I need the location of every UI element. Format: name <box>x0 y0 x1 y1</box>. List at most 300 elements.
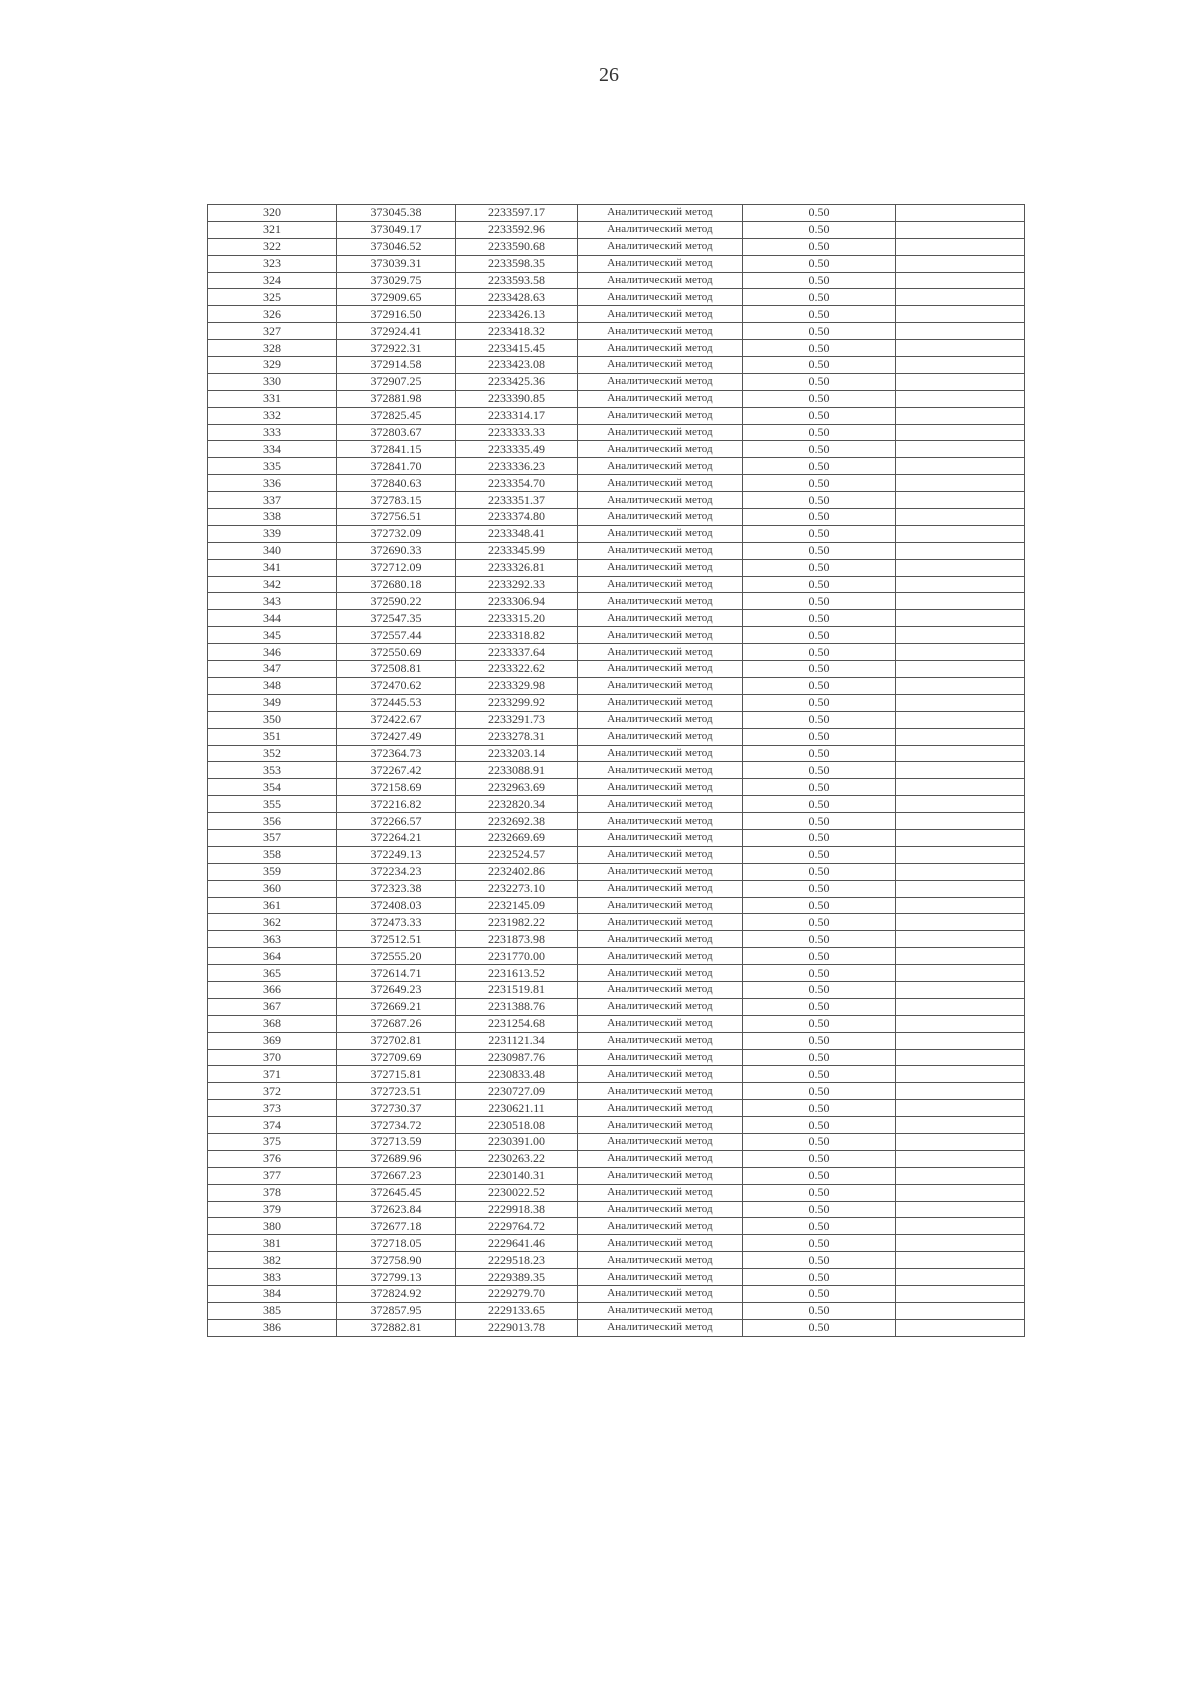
error-cell: 0.50 <box>743 880 896 897</box>
x-coordinate-cell: 372216.82 <box>337 796 456 813</box>
error-cell: 0.50 <box>743 829 896 846</box>
note-cell <box>896 931 1025 948</box>
method-cell: Аналитический метод <box>578 1302 743 1319</box>
y-coordinate-cell: 2231770.00 <box>456 948 578 965</box>
x-coordinate-cell: 372677.18 <box>337 1218 456 1235</box>
error-cell: 0.50 <box>743 1133 896 1150</box>
point-number-cell: 341 <box>208 559 337 576</box>
method-cell: Аналитический метод <box>578 1100 743 1117</box>
method-cell: Аналитический метод <box>578 694 743 711</box>
y-coordinate-cell: 2231121.34 <box>456 1032 578 1049</box>
note-cell <box>896 475 1025 492</box>
error-cell: 0.50 <box>743 205 896 222</box>
error-cell: 0.50 <box>743 1252 896 1269</box>
y-coordinate-cell: 2233292.33 <box>456 576 578 593</box>
note-cell <box>896 559 1025 576</box>
point-number-cell: 337 <box>208 492 337 509</box>
error-cell: 0.50 <box>743 357 896 374</box>
note-cell <box>896 306 1025 323</box>
y-coordinate-cell: 2233354.70 <box>456 475 578 492</box>
point-number-cell: 335 <box>208 458 337 475</box>
error-cell: 0.50 <box>743 1167 896 1184</box>
table-row <box>208 289 1025 306</box>
point-number-cell: 357 <box>208 829 337 846</box>
table-row <box>208 340 1025 357</box>
note-cell <box>896 863 1025 880</box>
y-coordinate-cell: 2233203.14 <box>456 745 578 762</box>
y-coordinate-cell: 2230022.52 <box>456 1184 578 1201</box>
point-number-cell: 358 <box>208 846 337 863</box>
note-cell <box>896 238 1025 255</box>
x-coordinate-cell: 372702.81 <box>337 1032 456 1049</box>
y-coordinate-cell: 2233326.81 <box>456 559 578 576</box>
point-number-cell: 378 <box>208 1184 337 1201</box>
point-number-cell: 382 <box>208 1252 337 1269</box>
y-coordinate-cell: 2232273.10 <box>456 880 578 897</box>
note-cell <box>896 1184 1025 1201</box>
note-cell <box>896 593 1025 610</box>
error-cell: 0.50 <box>743 897 896 914</box>
table-row <box>208 711 1025 728</box>
y-coordinate-cell: 2233428.63 <box>456 289 578 306</box>
error-cell: 0.50 <box>743 509 896 526</box>
point-number-cell: 321 <box>208 221 337 238</box>
y-coordinate-cell: 2230987.76 <box>456 1049 578 1066</box>
y-coordinate-cell: 2233299.92 <box>456 694 578 711</box>
y-coordinate-cell: 2233390.85 <box>456 390 578 407</box>
note-cell <box>896 1117 1025 1134</box>
x-coordinate-cell: 372713.59 <box>337 1133 456 1150</box>
x-coordinate-cell: 372547.35 <box>337 610 456 627</box>
error-cell: 0.50 <box>743 981 896 998</box>
error-cell: 0.50 <box>743 1184 896 1201</box>
note-cell <box>896 762 1025 779</box>
error-cell: 0.50 <box>743 492 896 509</box>
point-number-cell: 325 <box>208 289 337 306</box>
point-number-cell: 354 <box>208 779 337 796</box>
y-coordinate-cell: 2232820.34 <box>456 796 578 813</box>
method-cell: Аналитический метод <box>578 1015 743 1032</box>
error-cell: 0.50 <box>743 677 896 694</box>
point-number-cell: 322 <box>208 238 337 255</box>
method-cell: Аналитический метод <box>578 525 743 542</box>
note-cell <box>896 340 1025 357</box>
y-coordinate-cell: 2232145.09 <box>456 897 578 914</box>
error-cell: 0.50 <box>743 711 896 728</box>
y-coordinate-cell: 2230391.00 <box>456 1133 578 1150</box>
x-coordinate-cell: 372718.05 <box>337 1235 456 1252</box>
note-cell <box>896 525 1025 542</box>
error-cell: 0.50 <box>743 1286 896 1303</box>
table-row <box>208 813 1025 830</box>
note-cell <box>896 221 1025 238</box>
x-coordinate-cell: 372364.73 <box>337 745 456 762</box>
table-row <box>208 323 1025 340</box>
point-number-cell: 385 <box>208 1302 337 1319</box>
point-number-cell: 332 <box>208 407 337 424</box>
x-coordinate-cell: 372557.44 <box>337 627 456 644</box>
note-cell <box>896 407 1025 424</box>
error-cell: 0.50 <box>743 1015 896 1032</box>
point-number-cell: 350 <box>208 711 337 728</box>
error-cell: 0.50 <box>743 1117 896 1134</box>
y-coordinate-cell: 2229918.38 <box>456 1201 578 1218</box>
point-number-cell: 328 <box>208 340 337 357</box>
x-coordinate-cell: 372323.38 <box>337 880 456 897</box>
point-number-cell: 371 <box>208 1066 337 1083</box>
method-cell: Аналитический метод <box>578 1117 743 1134</box>
point-number-cell: 339 <box>208 525 337 542</box>
note-cell <box>896 610 1025 627</box>
error-cell: 0.50 <box>743 272 896 289</box>
x-coordinate-cell: 372427.49 <box>337 728 456 745</box>
x-coordinate-cell: 372445.53 <box>337 694 456 711</box>
table-row <box>208 390 1025 407</box>
method-cell: Аналитический метод <box>578 306 743 323</box>
x-coordinate-cell: 372730.37 <box>337 1100 456 1117</box>
point-number-cell: 372 <box>208 1083 337 1100</box>
y-coordinate-cell: 2232669.69 <box>456 829 578 846</box>
x-coordinate-cell: 372922.31 <box>337 340 456 357</box>
note-cell <box>896 1083 1025 1100</box>
error-cell: 0.50 <box>743 559 896 576</box>
note-cell <box>896 1133 1025 1150</box>
y-coordinate-cell: 2233278.31 <box>456 728 578 745</box>
x-coordinate-cell: 372158.69 <box>337 779 456 796</box>
y-coordinate-cell: 2233306.94 <box>456 593 578 610</box>
error-cell: 0.50 <box>743 914 896 931</box>
point-number-cell: 386 <box>208 1319 337 1336</box>
y-coordinate-cell: 2229133.65 <box>456 1302 578 1319</box>
y-coordinate-cell: 2232524.57 <box>456 846 578 863</box>
note-cell <box>896 390 1025 407</box>
error-cell: 0.50 <box>743 306 896 323</box>
table-row <box>208 1184 1025 1201</box>
point-number-cell: 374 <box>208 1117 337 1134</box>
note-cell <box>896 205 1025 222</box>
y-coordinate-cell: 2231254.68 <box>456 1015 578 1032</box>
point-number-cell: 359 <box>208 863 337 880</box>
note-cell <box>896 1319 1025 1336</box>
note-cell <box>896 441 1025 458</box>
y-coordinate-cell: 2233291.73 <box>456 711 578 728</box>
y-coordinate-cell: 2233593.58 <box>456 272 578 289</box>
x-coordinate-cell: 372841.15 <box>337 441 456 458</box>
x-coordinate-cell: 372422.67 <box>337 711 456 728</box>
x-coordinate-cell: 372470.62 <box>337 677 456 694</box>
point-number-cell: 370 <box>208 1049 337 1066</box>
y-coordinate-cell: 2233418.32 <box>456 323 578 340</box>
point-number-cell: 376 <box>208 1150 337 1167</box>
point-number-cell: 331 <box>208 390 337 407</box>
error-cell: 0.50 <box>743 340 896 357</box>
table-row <box>208 779 1025 796</box>
table-row <box>208 677 1025 694</box>
table-row <box>208 745 1025 762</box>
point-number-cell: 323 <box>208 255 337 272</box>
method-cell: Аналитический метод <box>578 576 743 593</box>
table-row <box>208 1167 1025 1184</box>
table-row <box>208 762 1025 779</box>
note-cell <box>896 1049 1025 1066</box>
point-number-cell: 353 <box>208 762 337 779</box>
point-number-cell: 360 <box>208 880 337 897</box>
y-coordinate-cell: 2231873.98 <box>456 931 578 948</box>
y-coordinate-cell: 2230140.31 <box>456 1167 578 1184</box>
note-cell <box>896 1252 1025 1269</box>
point-number-cell: 367 <box>208 998 337 1015</box>
method-cell: Аналитический метод <box>578 914 743 931</box>
table-row <box>208 931 1025 948</box>
method-cell: Аналитический метод <box>578 289 743 306</box>
table-row <box>208 1286 1025 1303</box>
table-row <box>208 458 1025 475</box>
x-coordinate-cell: 372512.51 <box>337 931 456 948</box>
method-cell: Аналитический метод <box>578 728 743 745</box>
note-cell <box>896 1150 1025 1167</box>
table-row <box>208 661 1025 678</box>
note-cell <box>896 373 1025 390</box>
method-cell: Аналитический метод <box>578 1032 743 1049</box>
error-cell: 0.50 <box>743 610 896 627</box>
table-row <box>208 1201 1025 1218</box>
point-number-cell: 364 <box>208 948 337 965</box>
y-coordinate-cell: 2233315.20 <box>456 610 578 627</box>
method-cell: Аналитический метод <box>578 1083 743 1100</box>
error-cell: 0.50 <box>743 1032 896 1049</box>
x-coordinate-cell: 372649.23 <box>337 981 456 998</box>
method-cell: Аналитический метод <box>578 205 743 222</box>
table-row <box>208 897 1025 914</box>
note-cell <box>896 289 1025 306</box>
note-cell <box>896 998 1025 1015</box>
error-cell: 0.50 <box>743 1100 896 1117</box>
x-coordinate-cell: 373046.52 <box>337 238 456 255</box>
note-cell <box>896 948 1025 965</box>
method-cell: Аналитический метод <box>578 846 743 863</box>
error-cell: 0.50 <box>743 661 896 678</box>
point-number-cell: 342 <box>208 576 337 593</box>
x-coordinate-cell: 372916.50 <box>337 306 456 323</box>
y-coordinate-cell: 2233335.49 <box>456 441 578 458</box>
note-cell <box>896 813 1025 830</box>
table-row <box>208 694 1025 711</box>
table-row <box>208 1032 1025 1049</box>
x-coordinate-cell: 372758.90 <box>337 1252 456 1269</box>
error-cell: 0.50 <box>743 1049 896 1066</box>
y-coordinate-cell: 2233415.45 <box>456 340 578 357</box>
table-row <box>208 796 1025 813</box>
point-number-cell: 320 <box>208 205 337 222</box>
x-coordinate-cell: 372267.42 <box>337 762 456 779</box>
method-cell: Аналитический метод <box>578 441 743 458</box>
x-coordinate-cell: 372680.18 <box>337 576 456 593</box>
error-cell: 0.50 <box>743 965 896 982</box>
method-cell: Аналитический метод <box>578 272 743 289</box>
method-cell: Аналитический метод <box>578 897 743 914</box>
note-cell <box>896 458 1025 475</box>
method-cell: Аналитический метод <box>578 644 743 661</box>
y-coordinate-cell: 2229389.35 <box>456 1269 578 1286</box>
note-cell <box>896 897 1025 914</box>
point-number-cell: 333 <box>208 424 337 441</box>
point-number-cell: 373 <box>208 1100 337 1117</box>
table-row <box>208 1133 1025 1150</box>
method-cell: Аналитический метод <box>578 357 743 374</box>
y-coordinate-cell: 2233314.17 <box>456 407 578 424</box>
x-coordinate-cell: 372756.51 <box>337 509 456 526</box>
error-cell: 0.50 <box>743 728 896 745</box>
table-row <box>208 1319 1025 1336</box>
x-coordinate-cell: 372825.45 <box>337 407 456 424</box>
point-number-cell: 346 <box>208 644 337 661</box>
point-number-cell: 375 <box>208 1133 337 1150</box>
method-cell: Аналитический метод <box>578 711 743 728</box>
note-cell <box>896 509 1025 526</box>
table-row <box>208 846 1025 863</box>
error-cell: 0.50 <box>743 593 896 610</box>
y-coordinate-cell: 2233318.82 <box>456 627 578 644</box>
error-cell: 0.50 <box>743 931 896 948</box>
error-cell: 0.50 <box>743 796 896 813</box>
point-number-cell: 344 <box>208 610 337 627</box>
note-cell <box>896 728 1025 745</box>
point-number-cell: 327 <box>208 323 337 340</box>
table-row <box>208 1302 1025 1319</box>
table-row <box>208 948 1025 965</box>
point-number-cell: 363 <box>208 931 337 948</box>
table-row <box>208 306 1025 323</box>
note-cell <box>896 1218 1025 1235</box>
note-cell <box>896 1201 1025 1218</box>
method-cell: Аналитический метод <box>578 475 743 492</box>
method-cell: Аналитический метод <box>578 458 743 475</box>
method-cell: Аналитический метод <box>578 948 743 965</box>
x-coordinate-cell: 373049.17 <box>337 221 456 238</box>
note-cell <box>896 323 1025 340</box>
error-cell: 0.50 <box>743 1083 896 1100</box>
x-coordinate-cell: 372909.65 <box>337 289 456 306</box>
method-cell: Аналитический метод <box>578 340 743 357</box>
point-number-cell: 380 <box>208 1218 337 1235</box>
error-cell: 0.50 <box>743 1302 896 1319</box>
note-cell <box>896 1066 1025 1083</box>
method-cell: Аналитический метод <box>578 1201 743 1218</box>
page-number: 26 <box>599 64 619 86</box>
error-cell: 0.50 <box>743 694 896 711</box>
method-cell: Аналитический метод <box>578 796 743 813</box>
point-number-cell: 329 <box>208 357 337 374</box>
table-row <box>208 998 1025 1015</box>
error-cell: 0.50 <box>743 238 896 255</box>
error-cell: 0.50 <box>743 762 896 779</box>
point-number-cell: 369 <box>208 1032 337 1049</box>
y-coordinate-cell: 2233333.33 <box>456 424 578 441</box>
x-coordinate-cell: 372266.57 <box>337 813 456 830</box>
y-coordinate-cell: 2229641.46 <box>456 1235 578 1252</box>
method-cell: Аналитический метод <box>578 238 743 255</box>
y-coordinate-cell: 2229518.23 <box>456 1252 578 1269</box>
point-number-cell: 347 <box>208 661 337 678</box>
y-coordinate-cell: 2232692.38 <box>456 813 578 830</box>
method-cell: Аналитический метод <box>578 998 743 1015</box>
method-cell: Аналитический метод <box>578 931 743 948</box>
y-coordinate-cell: 2229013.78 <box>456 1319 578 1336</box>
note-cell <box>896 796 1025 813</box>
x-coordinate-cell: 372555.20 <box>337 948 456 965</box>
method-cell: Аналитический метод <box>578 1218 743 1235</box>
note-cell <box>896 1100 1025 1117</box>
method-cell: Аналитический метод <box>578 627 743 644</box>
x-coordinate-cell: 372840.63 <box>337 475 456 492</box>
x-coordinate-cell: 372907.25 <box>337 373 456 390</box>
note-cell <box>896 272 1025 289</box>
method-cell: Аналитический метод <box>578 610 743 627</box>
method-cell: Аналитический метод <box>578 407 743 424</box>
x-coordinate-cell: 372473.33 <box>337 914 456 931</box>
x-coordinate-cell: 372669.21 <box>337 998 456 1015</box>
note-cell <box>896 829 1025 846</box>
y-coordinate-cell: 2233322.62 <box>456 661 578 678</box>
note-cell <box>896 576 1025 593</box>
note-cell <box>896 492 1025 509</box>
method-cell: Аналитический метод <box>578 863 743 880</box>
y-coordinate-cell: 2233345.99 <box>456 542 578 559</box>
table-row <box>208 863 1025 880</box>
y-coordinate-cell: 2233374.80 <box>456 509 578 526</box>
method-cell: Аналитический метод <box>578 1286 743 1303</box>
note-cell <box>896 644 1025 661</box>
x-coordinate-cell: 372803.67 <box>337 424 456 441</box>
y-coordinate-cell: 2233598.35 <box>456 255 578 272</box>
x-coordinate-cell: 372645.45 <box>337 1184 456 1201</box>
table-row <box>208 205 1025 222</box>
point-number-cell: 377 <box>208 1167 337 1184</box>
method-cell: Аналитический метод <box>578 880 743 897</box>
x-coordinate-cell: 372687.26 <box>337 1015 456 1032</box>
note-cell <box>896 1032 1025 1049</box>
point-number-cell: 366 <box>208 981 337 998</box>
table-row <box>208 627 1025 644</box>
x-coordinate-cell: 372408.03 <box>337 897 456 914</box>
point-number-cell: 340 <box>208 542 337 559</box>
point-number-cell: 361 <box>208 897 337 914</box>
point-number-cell: 384 <box>208 1286 337 1303</box>
point-number-cell: 324 <box>208 272 337 289</box>
note-cell <box>896 255 1025 272</box>
x-coordinate-cell: 372857.95 <box>337 1302 456 1319</box>
table-row <box>208 373 1025 390</box>
table-row <box>208 475 1025 492</box>
y-coordinate-cell: 2233426.13 <box>456 306 578 323</box>
error-cell: 0.50 <box>743 779 896 796</box>
method-cell: Аналитический метод <box>578 981 743 998</box>
table-row <box>208 1066 1025 1083</box>
table-row <box>208 272 1025 289</box>
point-number-cell: 355 <box>208 796 337 813</box>
point-number-cell: 351 <box>208 728 337 745</box>
note-cell <box>896 661 1025 678</box>
error-cell: 0.50 <box>743 948 896 965</box>
y-coordinate-cell: 2231388.76 <box>456 998 578 1015</box>
table-body <box>208 205 1025 1337</box>
x-coordinate-cell: 372590.22 <box>337 593 456 610</box>
error-cell: 0.50 <box>743 846 896 863</box>
error-cell: 0.50 <box>743 458 896 475</box>
table-row <box>208 441 1025 458</box>
point-number-cell: 368 <box>208 1015 337 1032</box>
y-coordinate-cell: 2233592.96 <box>456 221 578 238</box>
